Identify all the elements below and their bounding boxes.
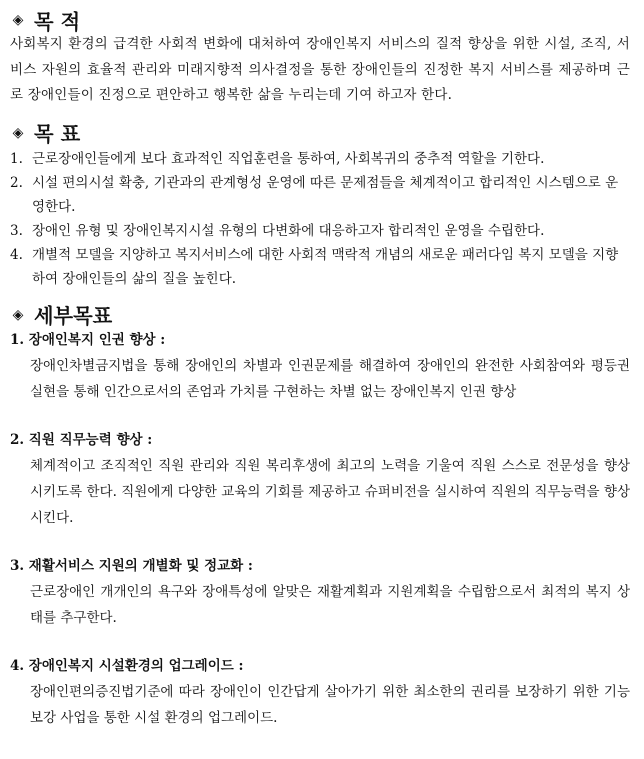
detail-item (10, 553, 630, 631)
purpose-title: 목 적 (34, 9, 81, 34)
diamond-bullet-icon: ◈ (12, 124, 24, 141)
goal-number: 3. (10, 222, 23, 239)
goal-number: 1. (10, 150, 23, 167)
diamond-bullet-icon: ◈ (12, 12, 24, 28)
goal-text: 근로장애인들에게 보다 효과적인 직업훈련을 통하여, 사회복귀의 중추적 역할을 기한다. (32, 150, 545, 167)
detail-body: 체계적이고 조직적인 직원 관리와 직원 복리후생에 최고의 노력을 기울여 직원 스스로 전문성을 향상 시키도록 한다. 직원에게 다양한 교육의 기회를 제공하고 슈퍼비전을 실시하여 직원의 직무능력을 향상시킨다. (30, 457, 630, 526)
goal-text: 개별적 모델을 지양하고 복지서비스에 대한 사회적 맥락적 개념의 새로운 패러다임 복지 모델을 지향하여 장애인들의 삶의 질을 높힌다. (32, 246, 619, 287)
detail-item (10, 327, 630, 405)
detail-item (10, 427, 630, 531)
purpose-section (10, 8, 630, 109)
goal-item (10, 219, 630, 243)
detail-body: 근로장애인 개개인의 욕구와 장애특성에 알맞은 재활계획과 지원계획을 수립함으로서 최적의 복지 상태를 추구한다. (30, 583, 630, 626)
purpose-heading (10, 8, 630, 32)
goals-title: 목 표 (34, 122, 81, 146)
detail-body: 장애인편의증진법기준에 따라 장애인이 인간답게 살아가기 위한 최소한의 권리를 보장하기 위한 기능보강 사업을 통한 시설 환경의 업그레이드. (30, 683, 630, 726)
details-section (10, 303, 630, 731)
details-title: 세부목표 (34, 304, 113, 328)
goal-number: 2. (10, 174, 23, 191)
details-heading (10, 303, 630, 327)
goal-text: 시설 편의시설 확충, 기관과의 관계형성 운영에 따른 문제점들을 체계적이고 합리적인 시스템으로 운영한다. (32, 174, 619, 215)
detail-title: 3. 재활서비스 지원의 개별화 및 정교화 : (10, 557, 253, 574)
detail-title: 1. 장애인복지 인권 향상 : (10, 331, 166, 348)
goal-item (10, 243, 630, 291)
detail-body: 장애인차별금지법을 통해 장애인의 차별과 인권문제를 해결하여 장애인의 완전한 사회참여와 평등권 실현을 통해 인간으로서의 존엄과 가치를 구현하는 차별 없는 장애인복지 인권 향상 (30, 357, 630, 400)
purpose-body: 사회복지 환경의 급격한 사회적 변화에 대처하여 장애인복지 서비스의 질적 향상을 위한 시설, 조직, 서비스 자원의 효율적 관리와 미래지향적 의사결정을 통한 장애인들의 진정한 복지 서비스를 제공하며 근로 장애인들이 진정으로 편안하고 행복한 삶을 누리는데 기여 하고자 한다. (10, 36, 630, 103)
goal-text: 장애인 유형 및 장애인복지시설 유형의 다변화에 대응하고자 합리적인 운영을 수립한다. (32, 222, 545, 239)
detail-title: 2. 직원 직무능력 향상 : (10, 431, 153, 448)
goals-section (10, 121, 630, 291)
goal-item (10, 147, 630, 171)
diamond-bullet-icon: ◈ (12, 306, 24, 323)
goals-heading (10, 121, 630, 145)
detail-title: 4. 장애인복지 시설환경의 업그레이드 : (10, 657, 244, 674)
goals-list (10, 147, 630, 291)
goal-item (10, 171, 630, 219)
goal-number: 4. (10, 246, 23, 263)
detail-item (10, 653, 630, 731)
